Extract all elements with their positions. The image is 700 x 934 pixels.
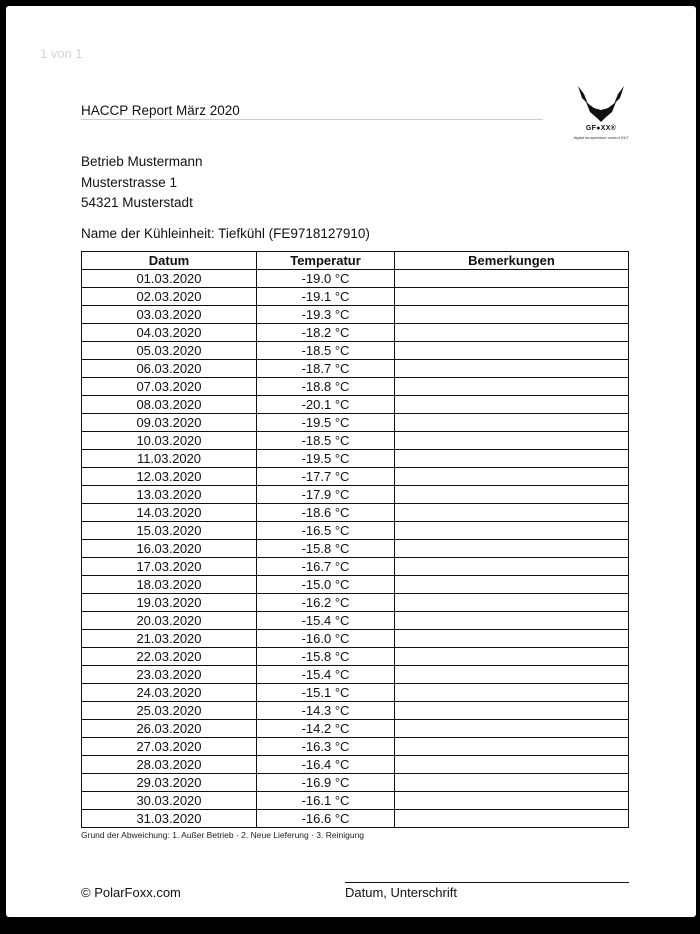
date-cell: 26.03.2020 (82, 720, 257, 738)
date-cell: 10.03.2020 (82, 432, 257, 450)
report-page (6, 6, 696, 917)
temperature-cell: -19.1 °C (257, 288, 395, 306)
temperature-cell: -16.0 °C (257, 630, 395, 648)
table-row (82, 342, 629, 360)
table-row (82, 306, 629, 324)
remarks-cell (395, 468, 629, 486)
date-cell: 11.03.2020 (82, 450, 257, 468)
logo-tagline: digital temperature control 24/7 (573, 135, 629, 140)
temperature-log-table (81, 251, 629, 828)
company-street: Musterstrasse 1 (81, 174, 178, 190)
remarks-cell (395, 288, 629, 306)
brand-logo (561, 82, 641, 148)
date-cell: 21.03.2020 (82, 630, 257, 648)
temperature-cell: -18.5 °C (257, 432, 395, 450)
signature-line (345, 882, 629, 883)
table-row (82, 468, 629, 486)
remarks-cell (395, 306, 629, 324)
remarks-cell (395, 630, 629, 648)
remarks-cell (395, 360, 629, 378)
date-cell: 22.03.2020 (82, 648, 257, 666)
temperature-cell: -17.7 °C (257, 468, 395, 486)
table-header-row (82, 252, 629, 270)
date-cell: 16.03.2020 (82, 540, 257, 558)
remarks-cell (395, 720, 629, 738)
date-cell: 25.03.2020 (82, 702, 257, 720)
table-row (82, 504, 629, 522)
temperature-cell: -15.8 °C (257, 540, 395, 558)
table-row (82, 414, 629, 432)
table-body (82, 270, 629, 828)
company-address (81, 152, 203, 214)
temperature-cell: -15.0 °C (257, 576, 395, 594)
table-row (82, 756, 629, 774)
remarks-cell (395, 450, 629, 468)
table-row (82, 450, 629, 468)
remarks-cell (395, 702, 629, 720)
temperature-cell: -16.2 °C (257, 594, 395, 612)
date-cell: 05.03.2020 (82, 342, 257, 360)
logo-brand: GF●XX® (585, 125, 617, 132)
remarks-cell (395, 684, 629, 702)
table-row (82, 432, 629, 450)
temperature-cell: -16.4 °C (257, 756, 395, 774)
date-cell: 30.03.2020 (82, 792, 257, 810)
table-row (82, 702, 629, 720)
date-cell: 12.03.2020 (82, 468, 257, 486)
temperature-cell: -16.3 °C (257, 738, 395, 756)
date-cell: 15.03.2020 (82, 522, 257, 540)
temperature-cell: -14.3 °C (257, 702, 395, 720)
cooling-unit-label: Name der Kühleinheit: Tiefkühl (FE9718127910) (81, 226, 370, 241)
remarks-cell (395, 522, 629, 540)
table-row (82, 396, 629, 414)
temperature-cell: -16.9 °C (257, 774, 395, 792)
temperature-cell: -18.5 °C (257, 342, 395, 360)
temperature-cell: -18.6 °C (257, 504, 395, 522)
temperature-cell: -16.6 °C (257, 810, 395, 828)
table-row (82, 558, 629, 576)
page-indicator: 1 von 1 (40, 46, 83, 61)
temperature-cell: -14.2 °C (257, 720, 395, 738)
date-cell: 24.03.2020 (82, 684, 257, 702)
date-cell: 31.03.2020 (82, 810, 257, 828)
date-cell: 19.03.2020 (82, 594, 257, 612)
remarks-cell (395, 396, 629, 414)
date-cell: 14.03.2020 (82, 504, 257, 522)
table-row (82, 288, 629, 306)
remarks-cell (395, 324, 629, 342)
remarks-cell (395, 648, 629, 666)
remarks-cell (395, 558, 629, 576)
table-row (82, 576, 629, 594)
date-cell: 03.03.2020 (82, 306, 257, 324)
temperature-cell: -19.3 °C (257, 306, 395, 324)
temperature-cell: -18.7 °C (257, 360, 395, 378)
temperature-cell: -16.1 °C (257, 792, 395, 810)
table-row (82, 630, 629, 648)
date-cell: 09.03.2020 (82, 414, 257, 432)
remarks-cell (395, 342, 629, 360)
table-row (82, 792, 629, 810)
remarks-cell (395, 432, 629, 450)
temperature-cell: -18.8 °C (257, 378, 395, 396)
table-row (82, 594, 629, 612)
header-date: Datum (82, 252, 257, 270)
date-cell: 17.03.2020 (82, 558, 257, 576)
date-cell: 13.03.2020 (82, 486, 257, 504)
remarks-cell (395, 270, 629, 288)
fox-head-icon (572, 82, 630, 124)
temperature-cell: -16.5 °C (257, 522, 395, 540)
table-row (82, 486, 629, 504)
remarks-cell (395, 666, 629, 684)
date-cell: 18.03.2020 (82, 576, 257, 594)
date-cell: 29.03.2020 (82, 774, 257, 792)
remarks-cell (395, 594, 629, 612)
table-row (82, 720, 629, 738)
date-cell: 04.03.2020 (82, 324, 257, 342)
remarks-cell (395, 378, 629, 396)
deviation-footnote: Grund der Abweichung: 1. Außer Betrieb · 2. Neue Lieferung · 3. Reinigung (81, 830, 365, 840)
date-cell: 08.03.2020 (82, 396, 257, 414)
remarks-cell (395, 810, 629, 828)
temperature-cell: -15.8 °C (257, 648, 395, 666)
table-row (82, 774, 629, 792)
remarks-cell (395, 540, 629, 558)
temperature-cell: -18.2 °C (257, 324, 395, 342)
temperature-cell: -15.4 °C (257, 612, 395, 630)
temperature-cell: -15.1 °C (257, 684, 395, 702)
table-row (82, 666, 629, 684)
table-row (82, 360, 629, 378)
temperature-cell: -19.5 °C (257, 414, 395, 432)
table-row (82, 648, 629, 666)
table-row (82, 810, 629, 828)
table-row (82, 324, 629, 342)
temperature-cell: -16.7 °C (257, 558, 395, 576)
header-remarks: Bemerkungen (395, 252, 629, 270)
table-row (82, 378, 629, 396)
signature-label: Datum, Unterschrift (345, 885, 457, 900)
table-row (82, 738, 629, 756)
remarks-cell (395, 792, 629, 810)
table-row (82, 270, 629, 288)
remarks-cell (395, 486, 629, 504)
date-cell: 07.03.2020 (82, 378, 257, 396)
date-cell: 28.03.2020 (82, 756, 257, 774)
remarks-cell (395, 612, 629, 630)
remarks-cell (395, 738, 629, 756)
temperature-cell: -17.9 °C (257, 486, 395, 504)
temperature-cell: -15.4 °C (257, 666, 395, 684)
table-row (82, 522, 629, 540)
company-name: Betrieb Mustermann (81, 154, 203, 169)
temperature-cell: -20.1 °C (257, 396, 395, 414)
temperature-cell: -19.0 °C (257, 270, 395, 288)
title-divider (81, 119, 543, 120)
remarks-cell (395, 576, 629, 594)
company-city: 54321 Musterstadt (81, 195, 193, 210)
copyright: © PolarFoxx.com (81, 885, 181, 900)
table-row (82, 540, 629, 558)
date-cell: 20.03.2020 (82, 612, 257, 630)
date-cell: 23.03.2020 (82, 666, 257, 684)
temperature-cell: -19.5 °C (257, 450, 395, 468)
table-row (82, 684, 629, 702)
table-row (82, 612, 629, 630)
remarks-cell (395, 774, 629, 792)
date-cell: 02.03.2020 (82, 288, 257, 306)
remarks-cell (395, 504, 629, 522)
date-cell: 27.03.2020 (82, 738, 257, 756)
date-cell: 06.03.2020 (82, 360, 257, 378)
remarks-cell (395, 756, 629, 774)
header-temperature: Temperatur (257, 252, 395, 270)
remarks-cell (395, 414, 629, 432)
date-cell: 01.03.2020 (82, 270, 257, 288)
report-title: HACCP Report März 2020 (81, 103, 240, 118)
